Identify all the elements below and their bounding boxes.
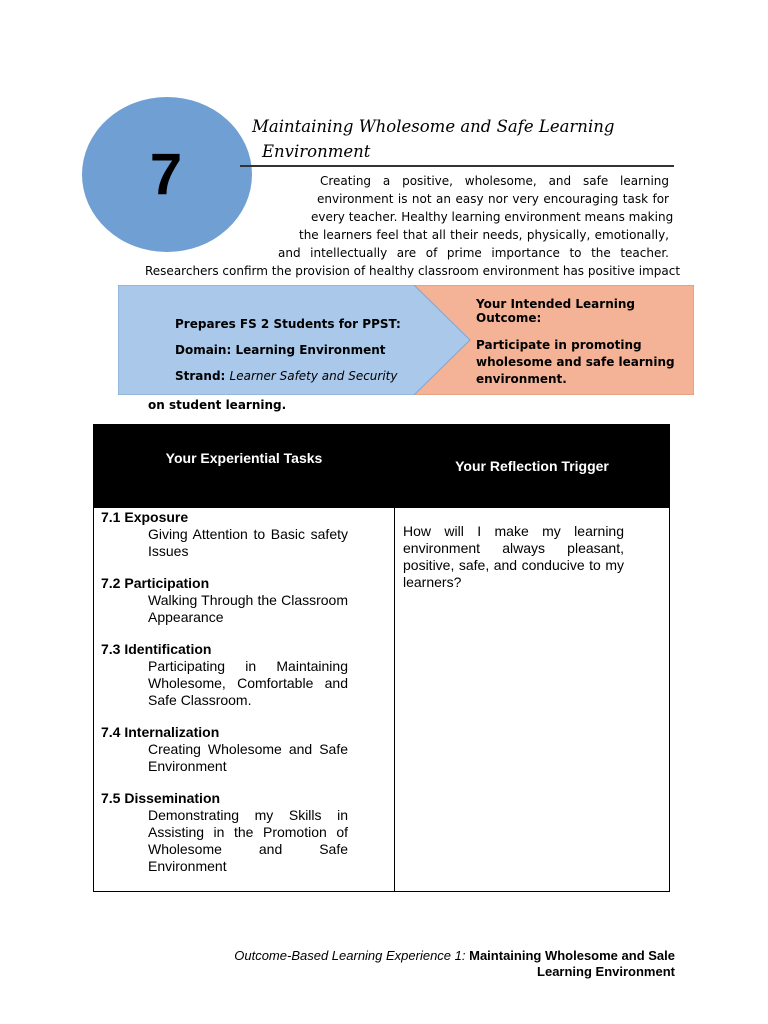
intro-paragraph <box>145 172 681 280</box>
header-reflection-trigger: Your Reflection Trigger <box>395 425 670 508</box>
footer-prefix: Outcome-Based Learning Experience 1: <box>234 948 466 963</box>
task-title: 7.2 Participation <box>101 575 210 591</box>
task-description: Demonstrating my Skills in Assisting in the Promotion of Wholesome and Safe Environment <box>148 807 348 874</box>
task-title: 7.3 Identification <box>101 641 212 657</box>
intro-continuation: on student learning. <box>148 398 287 412</box>
list-item <box>101 724 348 775</box>
header-experiential-tasks: Your Experiential Tasks <box>94 425 395 508</box>
list-item <box>101 790 348 875</box>
tasks-cell <box>94 508 395 892</box>
intro-line: Creating a positive, wholesome, and safe learning <box>320 174 669 188</box>
strand-label: Strand: <box>175 369 226 383</box>
ppst-outcome-banner <box>118 285 694 395</box>
lesson-title <box>252 114 672 164</box>
task-title: 7.4 Internalization <box>101 724 220 740</box>
list-item <box>101 575 348 626</box>
reflection-text: How will I make my learning environment always pleasant, positive, safe, and conducive to my learners? <box>403 523 624 590</box>
strand-value: Learner Safety and Security <box>229 369 398 383</box>
task-description: Walking Through the Classroom Appearance <box>148 592 348 625</box>
list-item <box>101 509 348 560</box>
intro-line: Researchers confirm the provision of healthy classroom environment has positive impact <box>145 264 681 278</box>
ppst-strand <box>175 363 401 389</box>
intro-line: the learners feel that all their needs, physically, emotionally, <box>299 228 669 242</box>
footer-title-line2: Learning Environment <box>537 964 675 979</box>
ppst-domain: Domain: Learning Environment <box>175 343 386 357</box>
list-item <box>101 641 348 709</box>
lesson-number: 7 <box>149 142 183 207</box>
ppst-block <box>175 311 401 389</box>
reflection-cell <box>395 508 670 892</box>
page-footer <box>175 948 675 980</box>
task-title: 7.5 Dissemination <box>101 790 221 806</box>
task-description: Participating in Maintaining Wholesome, Comfortable and Safe Classroom. <box>148 658 348 708</box>
title-underline <box>240 165 674 167</box>
tasks-table <box>93 424 670 892</box>
footer-title-line1: Maintaining Wholesome and Sale <box>469 948 675 963</box>
ilo-heading: Your Intended Learning Outcome: <box>476 297 635 325</box>
ilo-body: Participate in promoting wholesome and safe learning environment. <box>476 338 675 386</box>
lesson-title-line1: Maintaining Wholesome and Safe Learning <box>252 117 615 136</box>
task-description: Creating Wholesome and Safe Environment <box>148 741 348 774</box>
intro-line: and intellectually are of prime importance to the teacher. <box>278 246 669 260</box>
ppst-heading: Prepares FS 2 Students for PPST: <box>175 317 401 331</box>
intro-line: environment is not an easy nor very encouraging task for <box>317 192 669 206</box>
table-row <box>94 508 670 892</box>
task-description: Giving Attention to Basic safety Issues <box>148 526 348 559</box>
intro-line: every teacher. Healthy learning environment means making <box>311 210 674 224</box>
intended-outcome-block <box>476 297 686 388</box>
table-header-row <box>94 425 670 508</box>
task-title: 7.1 Exposure <box>101 509 189 525</box>
lesson-title-line2: Environment <box>262 142 371 161</box>
